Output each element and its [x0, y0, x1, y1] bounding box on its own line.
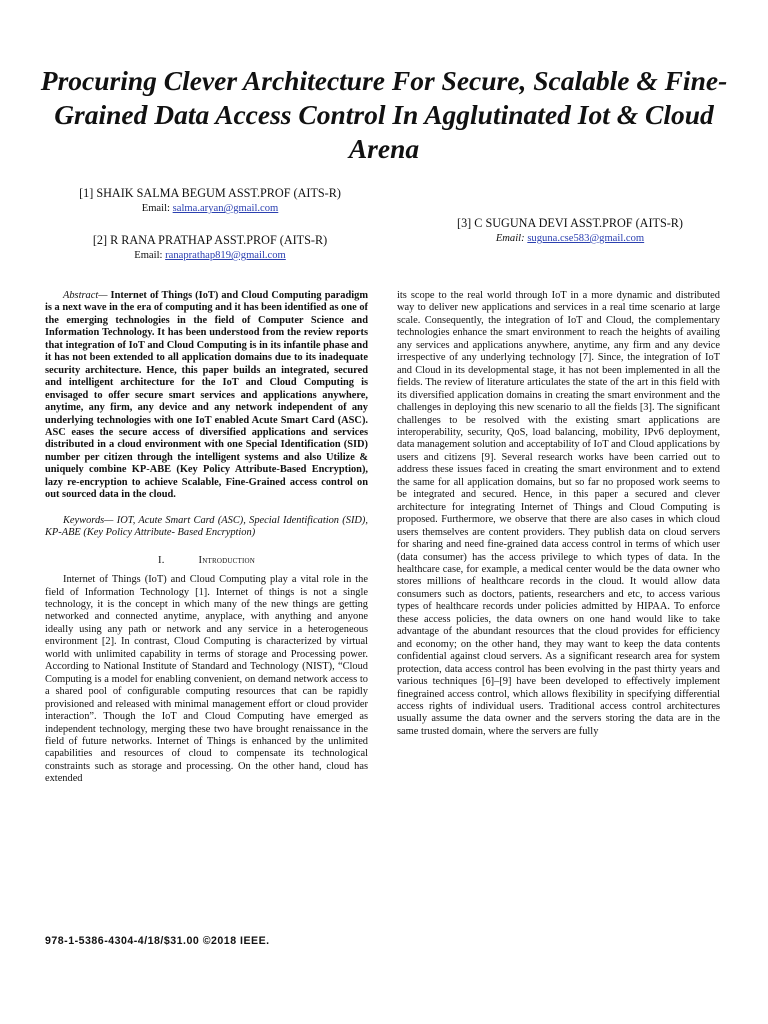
author-email-link[interactable]: salma.aryan@gmail.com	[172, 203, 279, 214]
author-2	[40, 233, 380, 263]
author-email-link[interactable]: ranaprathap819@gmail.com	[165, 250, 286, 261]
author-name: [3] C SUGUNA DEVI ASST.PROF (AITS-R)	[457, 216, 683, 230]
author-name: [2] R RANA PRATHAP ASST.PROF (AITS-R)	[92, 233, 328, 247]
email-label: Email:	[141, 203, 170, 214]
section-title: Introduction	[198, 554, 256, 566]
author-email-line	[40, 248, 380, 263]
email-label: Email:	[134, 250, 163, 261]
author-3	[410, 216, 730, 246]
section-number: I.	[157, 554, 165, 566]
abstract	[45, 290, 368, 502]
author-email-line	[40, 201, 380, 216]
abstract-label: Abstract—	[63, 290, 108, 301]
intro-paragraph-left: Internet of Things (IoT) and Cloud Computing play a vital role in the field of Information Technology [1]. Internet of things is not a single technology, it is the concept in which many of the new things are getting networked and connected anytime, anyplace, with anything and anyone ideally using any path or network and any service in a heterogeneous environment [2]. In contrast, Cloud Computing is characterized by virtual world with unlimited capability in terms of storage and Processing power. According to National Institute of Standard and Technology (NIST), “Cloud Computing is a model for enabling convenient, on demand network access to a shared pool of configurable computing resources that can be rapidly provisioned and released with minimal management effort or cloud provider interaction”. Though the IoT and Cloud Computing have emerged as independent technology, merging these two have brought renaissance in the field of future networks. Internet of Things is enhanced by the unlimited capabilities and resources of cloud to compensate its technological constraints such as storage and processing. On the other hand, cloud has extended	[45, 574, 368, 785]
author-email-line	[410, 231, 730, 246]
abstract-text: Internet of Things (IoT) and Cloud Computing paradigm is a next wave in the era of computing and it has been identified as one of the emerging technologies in the field of Computer Science and Information Technology. It has been understood from the review reports that integration of IoT and Cloud Computing is in its infantile phase and it has not been extended to all application domains due to its inadequate security architecture. Hence, this paper builds an integrated, secured and intelligent architecture for the IoT and Cloud Computing is envisaged to offer secure smart services and applications anywhere, anytime, any firm, any device and any network independent of any underlying technologies with one IoT enabled Acute Smart Card (ASC). ASC eases the secure access of diversified applications and services distributed in a cloud environment with one Special Identification (SID) number per citizen through the intelligent systems and also Utilize & uniquely combine KP-ABE (Key Policy Attribute-Based Encryption), lazy re-encryption to achieve Scalable, Fine-Grained access control on out sourced data in the cloud.	[45, 290, 368, 501]
copyright-footer: 978-1-5386-4304-4/18/$31.00 ©2018 IEEE.	[45, 935, 270, 947]
email-label: Email:	[495, 233, 525, 244]
author-1	[40, 186, 380, 216]
intro-paragraph-right: its scope to the real world through IoT in a more dynamic and distributed way to deliver new applications and services in a real time scenario at large scale. Consequently, the integration of IoT and Cloud, the complementary technologies enhance the smart environment to reach the heights of availing any services and applications anywhere, anytime, any firm and any device irrespective of any underlying technology [7]. Since, the integration of IoT and Cloud in its developmental stage, it has not been implemented in all the fields. The review of literature articulates the state of the art in this field with its diversified application domains in creating the smart environment and the challenges in deploying this new scenario to all the fields [3]. The significant challenges to be resolved with the existing smart applications are interoperability, security, QoS, load balancing, mobility, IPv6 deployment, data management solution and acceptability of IoT and Cloud applications by users and citizens [9]. Several research works have been carried out to address these issues faced in creating the smart environment and to extend the same for all application domains, but so far no proposed work seems to be integrated and secured. Hence, in this paper a secured and clever architecture for integrating Internet of Things and Cloud Computing is proposed. Furthermore, we observe that there are also cases in which cloud users themselves are content providers. They publish data on cloud servers for sharing and need fine-grained data access control in terms of which user (data consumer) has the access privilege to which types of data. In the healthcare case, for example, a medical center would be the data owner who stores millions of healthcare records in the cloud. It would allow data consumers such as doctors, patients, researchers and etc, to access various types of healthcare records under policies admitted by HIPAA. To enforce these access policies, the data owners on one hand would like to take advantage of the abundant resources that the cloud provides for efficiency and economy; on the other hand, they may want to keep the data contents confidential against cloud servers. As a significant research area for system protection, data access control has been evolving in the past thirty years and various techniques [6]–[9] have been developed to effectively implement finegrained access control, which allows flexibility in specifying differential access rights of individual users. Traditional access control architectures usually assume the data owner and the servers storing the data are in the same trusted domain, where the servers are fully	[397, 290, 720, 737]
keywords: Keywords— IOT, Acute Smart Card (ASC), Special Identification (SID), KP-ABE (Key Policy Attribute- Based Encryption)	[45, 514, 368, 539]
author-name: [1] SHAIK SALMA BEGUM ASST.PROF (AITS-R)	[79, 186, 341, 200]
left-column	[45, 290, 368, 786]
paper-title: Procuring Clever Architecture For Secure, Scalable & Fine-Grained Data Access Control In Agglutinated Iot & Cloud Arena	[40, 65, 728, 164]
section-heading	[45, 555, 368, 567]
author-email-link[interactable]: suguna.cse583@gmail.com	[527, 233, 645, 244]
right-column	[397, 290, 720, 738]
